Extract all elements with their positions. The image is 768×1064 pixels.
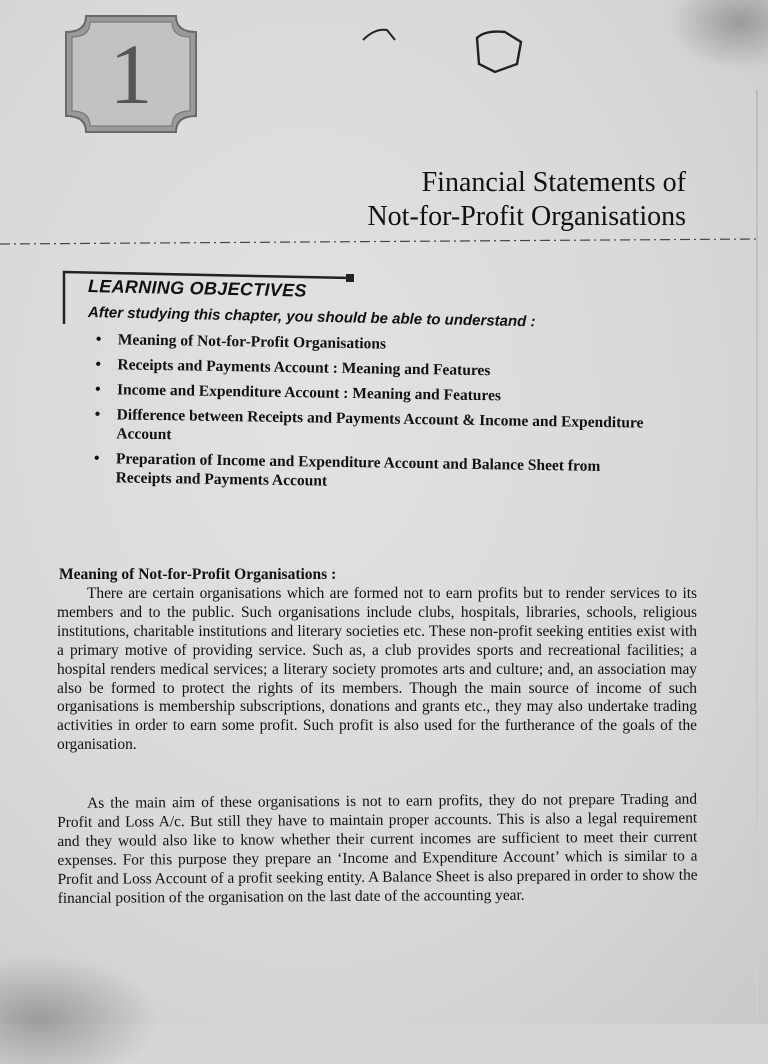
objectives-list bbox=[93, 330, 655, 502]
objectives-heading: LEARNING OBJECTIVES bbox=[87, 276, 307, 301]
page-shadow bbox=[668, 0, 768, 70]
section-heading: Meaning of Not-for-Profit Organisations : bbox=[59, 566, 337, 583]
handwritten-marks bbox=[355, 20, 535, 80]
objective-item: • Meaning of Not-for-Profit Organisations bbox=[96, 330, 656, 358]
objective-item: • Difference between Receipts and Payments Account & Income and Expenditure Account bbox=[94, 405, 655, 452]
chapter-title-line: Financial Statements of bbox=[421, 167, 686, 198]
chapter-title bbox=[126, 166, 686, 234]
objective-item: • Receipts and Payments Account : Meaning and Features bbox=[95, 355, 655, 383]
chapter-title-line: Not-for-Profit Organisations bbox=[367, 201, 686, 232]
title-divider bbox=[0, 238, 768, 246]
chapter-number: 1 bbox=[109, 26, 153, 122]
objective-item: • Preparation of Income and Expenditure Account and Balance Sheet from Receipts and Payments Account bbox=[94, 449, 655, 496]
body-paragraph: There are certain organisations which are formed not to earn profits but to render services to its members and to the public. Such organisations include clubs, hospitals, libraries, schools, religious institutions, charitable institutions and literary societies etc. These non-profit seeking entities exist with a primary motive of providing service. Such as, a club provides sports and recreational facilities; a hospital renders medical services; a literary society promotes arts and culture; and, an association may also be formed to protect the rights of its members. Though the main source of income of such organisations is membership subscriptions, donations and grants etc., they may also undertake trading activities in order to earn some profit. Such profit is also used for the furtherance of the goals of the organisation. bbox=[57, 585, 697, 754]
page-edge bbox=[756, 90, 758, 1020]
objectives-intro: After studying this chapter, you should be able to understand : bbox=[87, 304, 536, 331]
body-paragraph: As the main aim of these organisations is not to earn profits, they do not prepare Trading and Profit and Loss A/c. But still they have to maintain proper accounts. This is also a legal requirement and they would also like to know whether their current incomes are sufficient to meet their current expenses. For this purpose they prepare an ‘Income and Expenditure Account’ which is similar to a Profit and Loss Account of a profit seeking entity. A Balance Sheet is also prepared in order to show the financial position of the organisation on the last date of the accounting year. bbox=[57, 790, 698, 907]
objective-item: • Income and Expenditure Account : Meaning and Features bbox=[95, 380, 655, 408]
page-shadow bbox=[0, 954, 160, 1064]
